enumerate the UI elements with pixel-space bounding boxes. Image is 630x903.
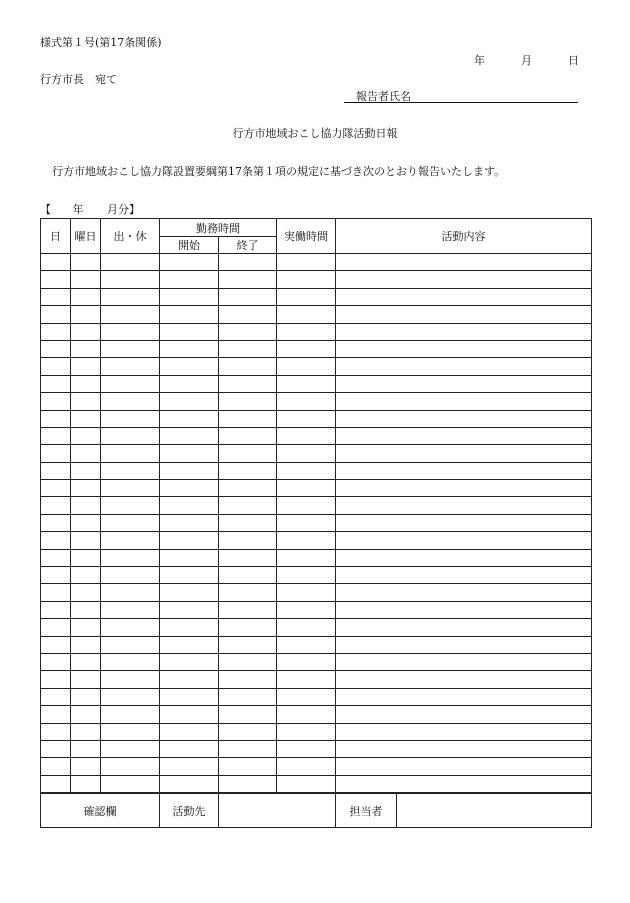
actual-hours-cell[interactable]: [277, 723, 336, 740]
attendance-cell[interactable]: [101, 288, 160, 305]
activity-cell[interactable]: [336, 740, 592, 757]
table-row: [41, 340, 592, 357]
actual-hours-cell[interactable]: [277, 653, 336, 670]
end-cell[interactable]: [219, 288, 277, 305]
start-cell[interactable]: [160, 532, 219, 549]
activity-cell[interactable]: [336, 514, 592, 531]
table-row: [41, 410, 592, 427]
table-row: [41, 427, 592, 444]
activity-cell[interactable]: [336, 410, 592, 427]
start-cell[interactable]: [160, 340, 219, 357]
attendance-cell[interactable]: [101, 619, 160, 636]
actual-hours-cell[interactable]: [277, 775, 336, 792]
weekday-cell[interactable]: [71, 410, 101, 427]
end-cell[interactable]: [219, 723, 277, 740]
attendance-cell[interactable]: [101, 480, 160, 497]
end-cell[interactable]: [219, 636, 277, 653]
actual-hours-cell[interactable]: [277, 480, 336, 497]
start-cell[interactable]: [160, 445, 219, 462]
weekday-cell[interactable]: [71, 288, 101, 305]
table-row: [41, 323, 592, 340]
day-cell[interactable]: [41, 619, 71, 636]
end-cell[interactable]: [219, 375, 277, 392]
start-cell[interactable]: [160, 775, 219, 792]
day-cell[interactable]: [41, 271, 71, 288]
weekday-cell[interactable]: [71, 254, 101, 271]
start-cell[interactable]: [160, 636, 219, 653]
day-cell[interactable]: [41, 584, 71, 601]
table-row: [41, 271, 592, 288]
day-cell[interactable]: [41, 254, 71, 271]
attendance-cell[interactable]: [101, 462, 160, 479]
activity-cell[interactable]: [336, 306, 592, 323]
table-row: [41, 358, 592, 375]
activity-cell[interactable]: [336, 393, 592, 410]
activity-place-label: 活動先: [160, 794, 219, 828]
end-cell[interactable]: [219, 584, 277, 601]
actual-hours-cell[interactable]: [277, 254, 336, 271]
end-cell[interactable]: [219, 254, 277, 271]
start-cell[interactable]: [160, 480, 219, 497]
day-cell[interactable]: [41, 340, 71, 357]
activity-cell[interactable]: [336, 358, 592, 375]
end-cell[interactable]: [219, 688, 277, 705]
table-row: [41, 480, 592, 497]
weekday-cell[interactable]: [71, 480, 101, 497]
end-cell[interactable]: [219, 740, 277, 757]
actual-hours-cell[interactable]: [277, 375, 336, 392]
weekday-cell[interactable]: [71, 688, 101, 705]
actual-hours-cell[interactable]: [277, 706, 336, 723]
period-bracket-open: 【: [40, 203, 51, 216]
weekday-cell[interactable]: [71, 706, 101, 723]
attendance-cell[interactable]: [101, 723, 160, 740]
attendance-cell[interactable]: [101, 740, 160, 757]
end-cell[interactable]: [219, 462, 277, 479]
weekday-cell[interactable]: [71, 375, 101, 392]
activity-cell[interactable]: [336, 758, 592, 775]
start-cell[interactable]: [160, 758, 219, 775]
weekday-cell[interactable]: [71, 393, 101, 410]
attendance-cell[interactable]: [101, 358, 160, 375]
attendance-cell[interactable]: [101, 514, 160, 531]
end-cell[interactable]: [219, 758, 277, 775]
date-month-label: 月: [521, 54, 532, 67]
activity-cell[interactable]: [336, 323, 592, 340]
activity-cell[interactable]: [336, 601, 592, 618]
attendance-cell[interactable]: [101, 549, 160, 566]
table-row: [41, 514, 592, 531]
form-number: 様式第１号(第17条関係): [40, 36, 162, 49]
activity-cell[interactable]: [336, 427, 592, 444]
day-cell[interactable]: [41, 775, 71, 792]
start-cell[interactable]: [160, 497, 219, 514]
day-cell[interactable]: [41, 671, 71, 688]
actual-hours-cell[interactable]: [277, 619, 336, 636]
end-cell[interactable]: [219, 340, 277, 357]
actual-hours-cell[interactable]: [277, 340, 336, 357]
activity-cell[interactable]: [336, 688, 592, 705]
table-row: [41, 462, 592, 479]
period-month-label: 月分】: [107, 203, 140, 216]
table-row: [41, 688, 592, 705]
actual-hours-cell[interactable]: [277, 462, 336, 479]
table-row: [41, 601, 592, 618]
attendance-cell[interactable]: [101, 775, 160, 792]
end-cell[interactable]: [219, 306, 277, 323]
weekday-cell[interactable]: [71, 723, 101, 740]
end-cell[interactable]: [219, 497, 277, 514]
actual-hours-cell[interactable]: [277, 549, 336, 566]
table-row: [41, 549, 592, 566]
weekday-cell[interactable]: [71, 532, 101, 549]
activity-cell[interactable]: [336, 706, 592, 723]
attendance-cell[interactable]: [101, 688, 160, 705]
start-cell[interactable]: [160, 671, 219, 688]
activity-cell[interactable]: [336, 723, 592, 740]
activity-cell[interactable]: [336, 584, 592, 601]
weekday-cell[interactable]: [71, 671, 101, 688]
confirmation-table: [40, 793, 592, 828]
attendance-cell[interactable]: [101, 254, 160, 271]
activity-cell[interactable]: [336, 254, 592, 271]
attendance-cell[interactable]: [101, 497, 160, 514]
day-cell[interactable]: [41, 549, 71, 566]
header-work-hours: 勤務時間: [160, 219, 277, 237]
end-cell[interactable]: [219, 514, 277, 531]
attendance-cell[interactable]: [101, 271, 160, 288]
start-cell[interactable]: [160, 549, 219, 566]
actual-hours-cell[interactable]: [277, 532, 336, 549]
actual-hours-cell[interactable]: [277, 671, 336, 688]
start-cell[interactable]: [160, 514, 219, 531]
table-row: [41, 740, 592, 757]
table-row: [41, 254, 592, 271]
table-row: [41, 636, 592, 653]
activity-cell[interactable]: [336, 653, 592, 670]
start-cell[interactable]: [160, 306, 219, 323]
day-cell[interactable]: [41, 723, 71, 740]
end-cell[interactable]: [219, 445, 277, 462]
end-cell[interactable]: [219, 706, 277, 723]
day-cell[interactable]: [41, 636, 71, 653]
end-cell[interactable]: [219, 393, 277, 410]
end-cell[interactable]: [219, 532, 277, 549]
weekday-cell[interactable]: [71, 549, 101, 566]
table-row: [41, 445, 592, 462]
day-cell[interactable]: [41, 497, 71, 514]
day-cell[interactable]: [41, 462, 71, 479]
day-cell[interactable]: [41, 410, 71, 427]
actual-hours-cell[interactable]: [277, 288, 336, 305]
table-row: [41, 775, 592, 792]
day-cell[interactable]: [41, 514, 71, 531]
person-in-charge-field[interactable]: [397, 794, 592, 828]
day-cell[interactable]: [41, 375, 71, 392]
addressee: 行方市長 宛て: [40, 73, 117, 86]
header-attendance: 出・休: [101, 219, 160, 254]
actual-hours-cell[interactable]: [277, 358, 336, 375]
actual-hours-cell[interactable]: [277, 306, 336, 323]
attendance-cell[interactable]: [101, 323, 160, 340]
table-row: [41, 619, 592, 636]
table-row: [41, 706, 592, 723]
table-row: [41, 532, 592, 549]
attendance-cell[interactable]: [101, 671, 160, 688]
start-cell[interactable]: [160, 619, 219, 636]
document-title: 行方市地域おこし協力隊活動日報: [232, 127, 398, 140]
day-cell[interactable]: [41, 567, 71, 584]
reporter-name-label: 報告者氏名: [356, 90, 411, 103]
weekday-cell[interactable]: [71, 758, 101, 775]
weekday-cell[interactable]: [71, 306, 101, 323]
activity-cell[interactable]: [336, 567, 592, 584]
activity-place-field[interactable]: [219, 794, 336, 828]
table-row: [41, 497, 592, 514]
start-cell[interactable]: [160, 375, 219, 392]
start-cell[interactable]: [160, 601, 219, 618]
start-cell[interactable]: [160, 706, 219, 723]
actual-hours-cell[interactable]: [277, 514, 336, 531]
attendance-cell[interactable]: [101, 445, 160, 462]
table-row: [41, 671, 592, 688]
actual-hours-cell[interactable]: [277, 601, 336, 618]
report-period: [40, 201, 140, 217]
activity-cell[interactable]: [336, 271, 592, 288]
start-cell[interactable]: [160, 653, 219, 670]
end-cell[interactable]: [219, 567, 277, 584]
end-cell[interactable]: [219, 619, 277, 636]
actual-hours-cell[interactable]: [277, 584, 336, 601]
actual-hours-cell[interactable]: [277, 393, 336, 410]
day-cell[interactable]: [41, 306, 71, 323]
weekday-cell[interactable]: [71, 445, 101, 462]
attendance-cell[interactable]: [101, 758, 160, 775]
actual-hours-cell[interactable]: [277, 497, 336, 514]
table-row: [41, 584, 592, 601]
table-row: [41, 306, 592, 323]
header-activity: 活動内容: [336, 219, 592, 254]
activity-cell[interactable]: [336, 775, 592, 792]
header-actual-hours: 実働時間: [277, 219, 336, 254]
attendance-cell[interactable]: [101, 306, 160, 323]
activity-cell[interactable]: [336, 340, 592, 357]
actual-hours-cell[interactable]: [277, 758, 336, 775]
end-cell[interactable]: [219, 653, 277, 670]
activity-cell[interactable]: [336, 375, 592, 392]
attendance-cell[interactable]: [101, 393, 160, 410]
day-cell[interactable]: [41, 740, 71, 757]
weekday-cell[interactable]: [71, 514, 101, 531]
end-cell[interactable]: [219, 480, 277, 497]
actual-hours-cell[interactable]: [277, 445, 336, 462]
weekday-cell[interactable]: [71, 323, 101, 340]
confirm-label: 確認欄: [41, 794, 160, 828]
end-cell[interactable]: [219, 775, 277, 792]
weekday-cell[interactable]: [71, 427, 101, 444]
actual-hours-cell[interactable]: [277, 740, 336, 757]
start-cell[interactable]: [160, 688, 219, 705]
header-start: 開始: [160, 237, 219, 254]
end-cell[interactable]: [219, 601, 277, 618]
attendance-cell[interactable]: [101, 567, 160, 584]
reporter-name-field[interactable]: [344, 88, 578, 103]
end-cell[interactable]: [219, 671, 277, 688]
attendance-cell[interactable]: [101, 653, 160, 670]
weekday-cell[interactable]: [71, 619, 101, 636]
activity-cell[interactable]: [336, 480, 592, 497]
start-cell[interactable]: [160, 584, 219, 601]
start-cell[interactable]: [160, 393, 219, 410]
weekday-cell[interactable]: [71, 340, 101, 357]
weekday-cell[interactable]: [71, 653, 101, 670]
day-cell[interactable]: [41, 480, 71, 497]
day-cell[interactable]: [41, 323, 71, 340]
actual-hours-cell[interactable]: [277, 323, 336, 340]
start-cell[interactable]: [160, 358, 219, 375]
end-cell[interactable]: [219, 271, 277, 288]
weekday-cell[interactable]: [71, 740, 101, 757]
start-cell[interactable]: [160, 427, 219, 444]
activity-cell[interactable]: [336, 462, 592, 479]
attendance-cell[interactable]: [101, 410, 160, 427]
start-cell[interactable]: [160, 410, 219, 427]
attendance-cell[interactable]: [101, 706, 160, 723]
table-row: [41, 393, 592, 410]
actual-hours-cell[interactable]: [277, 410, 336, 427]
weekday-cell[interactable]: [71, 358, 101, 375]
day-cell[interactable]: [41, 601, 71, 618]
weekday-cell[interactable]: [71, 271, 101, 288]
activity-cell[interactable]: [336, 671, 592, 688]
weekday-cell[interactable]: [71, 775, 101, 792]
weekday-cell[interactable]: [71, 601, 101, 618]
weekday-cell[interactable]: [71, 636, 101, 653]
end-cell[interactable]: [219, 323, 277, 340]
end-cell[interactable]: [219, 549, 277, 566]
header-weekday: 曜日: [71, 219, 101, 254]
activity-cell[interactable]: [336, 636, 592, 653]
start-cell[interactable]: [160, 271, 219, 288]
start-cell[interactable]: [160, 323, 219, 340]
actual-hours-cell[interactable]: [277, 567, 336, 584]
activity-cell[interactable]: [336, 549, 592, 566]
activity-cell[interactable]: [336, 497, 592, 514]
start-cell[interactable]: [160, 567, 219, 584]
end-cell[interactable]: [219, 410, 277, 427]
attendance-cell[interactable]: [101, 532, 160, 549]
actual-hours-cell[interactable]: [277, 271, 336, 288]
start-cell[interactable]: [160, 462, 219, 479]
activity-log-table: [40, 218, 592, 793]
person-in-charge-label: 担当者: [336, 794, 397, 828]
day-cell[interactable]: [41, 688, 71, 705]
period-year-label: 年: [72, 203, 84, 216]
activity-cell[interactable]: [336, 445, 592, 462]
attendance-cell[interactable]: [101, 636, 160, 653]
weekday-cell[interactable]: [71, 567, 101, 584]
start-cell[interactable]: [160, 740, 219, 757]
attendance-cell[interactable]: [101, 340, 160, 357]
start-cell[interactable]: [160, 288, 219, 305]
end-cell[interactable]: [219, 358, 277, 375]
end-cell[interactable]: [219, 427, 277, 444]
activity-cell[interactable]: [336, 532, 592, 549]
day-cell[interactable]: [41, 532, 71, 549]
weekday-cell[interactable]: [71, 462, 101, 479]
table-row: [41, 375, 592, 392]
start-cell[interactable]: [160, 254, 219, 271]
header-end: 終了: [219, 237, 277, 254]
table-row: [41, 288, 592, 305]
table-row: [41, 723, 592, 740]
table-row: [41, 758, 592, 775]
header-day: 日: [41, 219, 71, 254]
day-cell[interactable]: [41, 758, 71, 775]
attendance-cell[interactable]: [101, 375, 160, 392]
day-cell[interactable]: [41, 706, 71, 723]
attendance-cell[interactable]: [101, 601, 160, 618]
intro-text: 行方市地域おこし協力隊設置要綱第17条第１項の規定に基づき次のとおり報告いたします。: [52, 165, 506, 178]
actual-hours-cell[interactable]: [277, 636, 336, 653]
start-cell[interactable]: [160, 723, 219, 740]
attendance-cell[interactable]: [101, 584, 160, 601]
actual-hours-cell[interactable]: [277, 688, 336, 705]
day-cell[interactable]: [41, 288, 71, 305]
day-cell[interactable]: [41, 358, 71, 375]
table-row: [41, 567, 592, 584]
actual-hours-cell[interactable]: [277, 427, 336, 444]
day-cell[interactable]: [41, 445, 71, 462]
weekday-cell[interactable]: [71, 497, 101, 514]
activity-cell[interactable]: [336, 619, 592, 636]
attendance-cell[interactable]: [101, 427, 160, 444]
date-year-label: 年: [474, 54, 485, 67]
day-cell[interactable]: [41, 427, 71, 444]
activity-cell[interactable]: [336, 288, 592, 305]
day-cell[interactable]: [41, 393, 71, 410]
day-cell[interactable]: [41, 653, 71, 670]
date-day-label: 日: [568, 54, 579, 67]
table-row: [41, 653, 592, 670]
weekday-cell[interactable]: [71, 584, 101, 601]
